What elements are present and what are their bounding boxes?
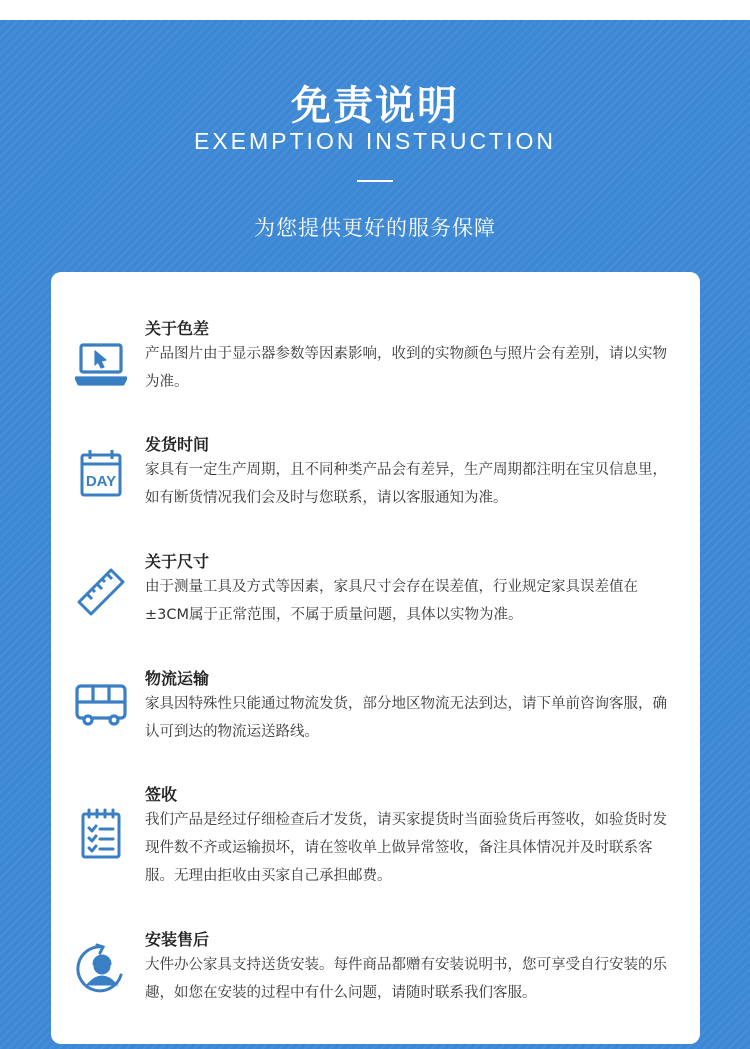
disclaimer-card [51, 272, 700, 1044]
page-tagline: 为您提供更好的服务保障 [254, 216, 496, 240]
item-title: 关于尺寸 [145, 552, 210, 571]
item-title: 关于色差 [145, 319, 210, 338]
laptop-cursor-icon [75, 338, 127, 390]
item-title: 安装售后 [145, 930, 210, 949]
item-title: 物流运输 [145, 669, 210, 688]
calendar-day-icon [75, 448, 127, 500]
title-divider [357, 180, 393, 182]
ruler-icon [75, 566, 127, 618]
item-title: 发货时间 [145, 435, 210, 454]
bus-icon [75, 678, 127, 730]
item-description: 我们产品是经过仔细检查后才发货，请买家提货时当面验货后再签收，如验货时发现件数不齐或运输损坏，请在签收单上做异常签收，备注具体情况并及时联系客服。无理由拒收由买家自己承担邮费。 [145, 812, 667, 884]
page-title: 免责说明 [291, 83, 459, 129]
item-description: 大件办公家具支持送货安装。每件商品都赠有安装说明书，您可享受自行安装的乐趣，如您在安装的过程中有什么问题，请随时联系我们客服。 [145, 957, 667, 1001]
item-description: 由于测量工具及方式等因素，家具尺寸会存在误差值，行业规定家具误差值在±3CM属于正常范围，不属于质量问题，具体以实物为准。 [145, 579, 638, 623]
customer-service-icon [75, 942, 127, 994]
item-title: 签收 [145, 785, 178, 804]
page-subtitle-english: EXEMPTION INSTRUCTION [193, 128, 556, 154]
item-description: 产品图片由于显示器参数等因素影响，收到的实物颜色与照片会有差别，请以实物为准。 [145, 346, 667, 390]
checklist-icon [75, 808, 127, 860]
item-description: 家具因特殊性只能通过物流发货，部分地区物流无法到达，请下单前咨询客服，确认可到达的物流运送路线。 [145, 696, 667, 740]
svg-text:DAY: DAY [85, 473, 117, 490]
item-description: 家具有一定生产周期，且不同种类产品会有差异，生产周期都注明在宝贝信息里，如有断货情况我们会及时与您联系，请以客服通知为准。 [145, 462, 667, 506]
